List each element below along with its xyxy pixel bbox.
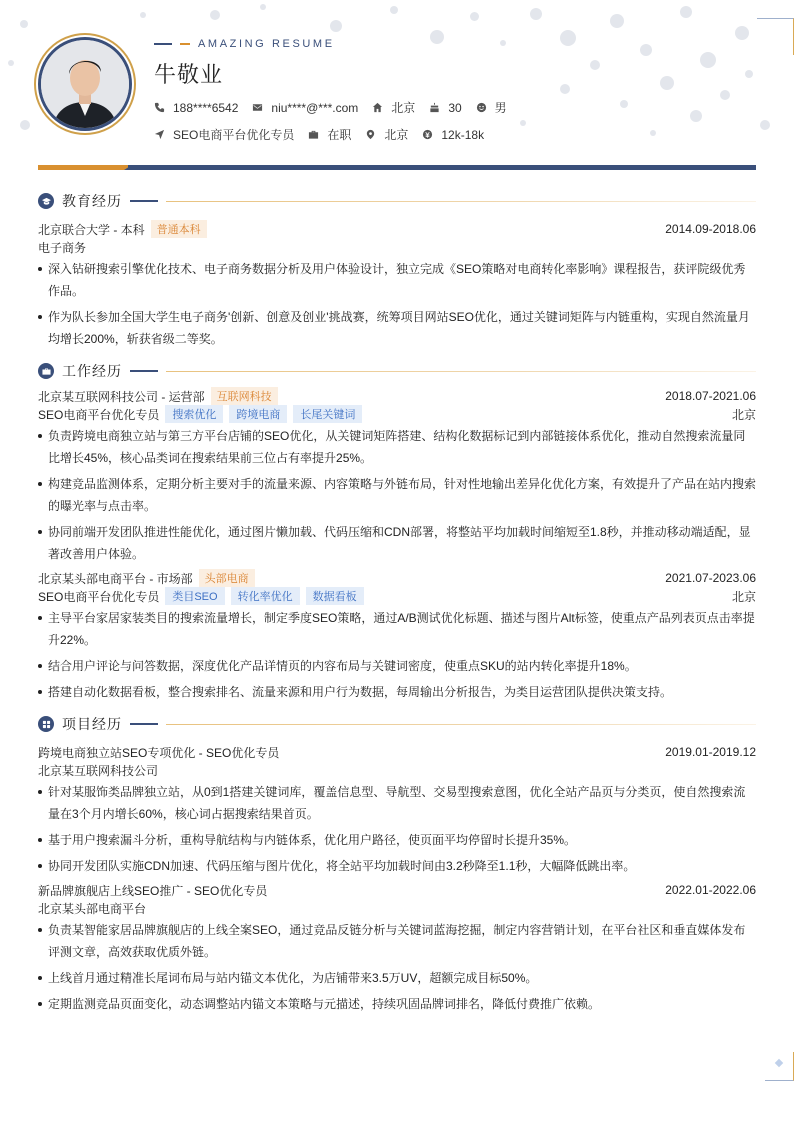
work-position-row bbox=[38, 587, 756, 605]
send-icon bbox=[154, 129, 165, 140]
gender-item bbox=[476, 99, 507, 116]
salary-text: 12k-18k bbox=[441, 127, 485, 142]
project-bullets bbox=[38, 919, 756, 1015]
tagline-line bbox=[154, 43, 172, 45]
list-item: 协同开发团队实施CDN加速、代码压缩与图片优化，将全站平均加载时间由3.2秒降至1.1秒，大幅降低跳出率。 bbox=[38, 855, 756, 877]
employment-status-item bbox=[308, 126, 351, 143]
project-date: 2022.01-2022.06 bbox=[665, 883, 756, 897]
section-header bbox=[38, 713, 756, 735]
target-position-text: SEO电商平台优化专员 bbox=[173, 128, 295, 142]
project-section bbox=[38, 713, 756, 1015]
work-date: 2018.07-2021.06 bbox=[665, 389, 756, 403]
skill-tag: 类目SEO bbox=[165, 587, 224, 605]
mail-icon bbox=[252, 102, 263, 113]
residence-item bbox=[372, 99, 415, 116]
major: 电子商务 bbox=[38, 240, 87, 255]
target-city-text: 北京 bbox=[384, 128, 409, 142]
target-city-item bbox=[365, 126, 408, 143]
section-header bbox=[38, 360, 756, 382]
age-item bbox=[429, 101, 461, 115]
phone-icon bbox=[154, 102, 165, 113]
phone-item bbox=[154, 101, 238, 115]
avatar bbox=[38, 37, 132, 131]
briefcase-icon bbox=[308, 129, 319, 140]
list-item: 针对某服饰类品牌独立站，从0到1搭建关键词库，覆盖信息型、导航型、交易型搜索意图，优化全站产品页与分类页，使自然搜索流量在3个月内增长60%，核心词占据搜索结果首页。 bbox=[38, 781, 756, 825]
list-item: 作为队长参加全国大学生电子商务'创新、创意及创业'挑战赛，统筹项目网站SEO优化，通过关键词矩阵与内链重构，实现自然流量月均增长200%，斩获省级二等奖。 bbox=[38, 306, 756, 350]
location-icon bbox=[365, 129, 376, 140]
work-city: 北京 bbox=[731, 407, 756, 422]
project-name: 跨境电商独立站SEO专项优化 - SEO优化专员 bbox=[38, 745, 280, 760]
list-item: 负责某智能家居品牌旗舰店的上线全案SEO，通过竞品反链分析与关键词蓝海挖掘，制定内容营销计划，在平台社区和垂直媒体发布评测文章，高效获取优质外链。 bbox=[38, 919, 756, 963]
employment-status-text: 在职 bbox=[327, 128, 352, 142]
list-item: 基于用户搜索漏斗分析，重构导航结构与内链体系，优化用户路径，使页面平均停留时长提升35%。 bbox=[38, 829, 756, 851]
skill-tag: 跨境电商 bbox=[229, 405, 287, 423]
education-bullets bbox=[38, 258, 756, 350]
skill-tag: 长尾关键词 bbox=[293, 405, 362, 423]
tagline-text: AMAZING RESUME bbox=[198, 38, 335, 50]
section-title: 教育经历 bbox=[62, 193, 122, 209]
gender-icon bbox=[476, 102, 487, 113]
corner-decoration-top bbox=[757, 18, 794, 55]
list-item: 构建竞品监测体系，定期分析主要对手的流量来源、内容策略与外链布局，针对性地输出差异化优化方案，有效提升了产品在站内搜索的曝光率与点击率。 bbox=[38, 473, 756, 517]
section-header bbox=[38, 190, 756, 212]
candidate-name: 牛敬业 bbox=[154, 62, 224, 87]
work-entry-header bbox=[38, 387, 756, 405]
work-entry bbox=[38, 387, 756, 565]
project-bullets bbox=[38, 781, 756, 877]
target-position-item bbox=[154, 126, 294, 143]
section-title-rule bbox=[166, 371, 756, 372]
project-org: 北京某头部电商平台 bbox=[38, 901, 147, 916]
list-item: 搭建自动化数据看板，整合搜索排名、流量来源和用户行为数据，每周输出分析报告，为类目运营团队提供决策支持。 bbox=[38, 681, 756, 703]
project-entry bbox=[38, 881, 756, 1015]
work-date: 2021.07-2023.06 bbox=[665, 571, 756, 585]
project-entry-header bbox=[38, 743, 756, 761]
resume-content bbox=[38, 190, 756, 1019]
section-title-rule bbox=[166, 201, 756, 202]
gender-text: 男 bbox=[494, 101, 507, 115]
work-bullets bbox=[38, 425, 756, 565]
project-org-row bbox=[38, 761, 756, 779]
school-name: 北京联合大学 - 本科 bbox=[38, 222, 145, 237]
email-text: niu****@***.com bbox=[271, 100, 359, 115]
position: SEO电商平台优化专员 bbox=[38, 589, 160, 604]
list-item: 协同前端开发团队推进性能优化，通过图片懒加载、代码压缩和CDN部署，将整站平均加载时间缩短至1.8秒，并推动移动端适配，显著改善用户体验。 bbox=[38, 521, 756, 565]
education-date: 2014.09-2018.06 bbox=[665, 222, 756, 236]
tagline-accent bbox=[180, 43, 190, 45]
project-org: 北京某互联网科技公司 bbox=[38, 763, 159, 778]
salary-item bbox=[422, 128, 484, 142]
avatar-portrait bbox=[41, 40, 129, 128]
company-name: 北京某头部电商平台 - 市场部 bbox=[38, 571, 193, 586]
section-title-line bbox=[130, 370, 158, 372]
age-text: 30 bbox=[448, 100, 462, 115]
grid-icon bbox=[38, 716, 54, 732]
skill-tag: 转化率优化 bbox=[231, 587, 300, 605]
project-org-row bbox=[38, 899, 756, 917]
graduation-cap-icon bbox=[38, 193, 54, 209]
position: SEO电商平台优化专员 bbox=[38, 407, 160, 422]
company-name: 北京某互联网科技公司 - 运营部 bbox=[38, 389, 205, 404]
company-tag: 互联网科技 bbox=[211, 387, 278, 405]
education-major-row bbox=[38, 238, 756, 256]
project-entry-header bbox=[38, 881, 756, 899]
project-name: 新品牌旗舰店上线SEO推广 - SEO优化专员 bbox=[38, 883, 268, 898]
skill-tag: 搜索优化 bbox=[165, 405, 223, 423]
school-tag: 普通本科 bbox=[151, 220, 207, 238]
education-section bbox=[38, 190, 756, 350]
list-item: 结合用户评论与问答数据，深度优化产品详情页的内容布局与关键词密度，使重点SKU的站内转化率提升18%。 bbox=[38, 655, 756, 677]
list-item: 深入钻研搜索引擎优化技术、电子商务数据分析及用户体验设计，独立完成《SEO策略对电商转化率影响》课程报告，获评院级优秀作品。 bbox=[38, 258, 756, 302]
resume-header bbox=[0, 0, 794, 175]
list-item: 负责跨境电商独立站与第三方平台店铺的SEO优化，从关键词矩阵搭建、结构化数据标记到内部链接体系优化，推动自然搜索流量同比增长45%，核心品类词在搜索结果前三位占有率提升25%。 bbox=[38, 425, 756, 469]
work-bullets bbox=[38, 607, 756, 703]
education-entry-header bbox=[38, 220, 756, 238]
list-item: 主导平台家居家装类目的搜索流量增长，制定季度SEO策略，通过A/B测试优化标题、描述与图片Alt标签，使重点产品列表页点击率提升22%。 bbox=[38, 607, 756, 651]
section-title: 工作经历 bbox=[62, 363, 122, 379]
section-title: 项目经历 bbox=[62, 716, 122, 732]
list-item: 上线首月通过精准长尾词布局与站内锚文本优化，为店铺带来3.5万UV，超额完成目标50%。 bbox=[38, 967, 756, 989]
contact-row bbox=[154, 99, 521, 116]
skill-tag: 数据看板 bbox=[306, 587, 364, 605]
tagline bbox=[154, 38, 335, 50]
salary-icon bbox=[422, 129, 433, 140]
company-tag: 头部电商 bbox=[199, 569, 255, 587]
phone-text: 188****6542 bbox=[173, 100, 239, 115]
work-city: 北京 bbox=[731, 589, 756, 604]
briefcase-icon bbox=[38, 363, 54, 379]
section-title-line bbox=[130, 723, 158, 725]
project-date: 2019.01-2019.12 bbox=[665, 745, 756, 759]
job-intent-row bbox=[154, 126, 498, 143]
section-title-rule bbox=[166, 724, 756, 725]
work-position-row bbox=[38, 405, 756, 423]
home-icon bbox=[372, 102, 383, 113]
residence-text: 北京 bbox=[391, 101, 416, 115]
work-entry bbox=[38, 569, 756, 703]
list-item: 定期监测竞品页面变化，动态调整站内锚文本策略与元描述，持续巩固品牌词排名，降低付费推广依赖。 bbox=[38, 993, 756, 1015]
work-entry-header bbox=[38, 569, 756, 587]
project-entry bbox=[38, 743, 756, 877]
email-item bbox=[252, 101, 358, 115]
cake-icon bbox=[429, 102, 440, 113]
section-title-line bbox=[130, 200, 158, 202]
work-section bbox=[38, 360, 756, 703]
